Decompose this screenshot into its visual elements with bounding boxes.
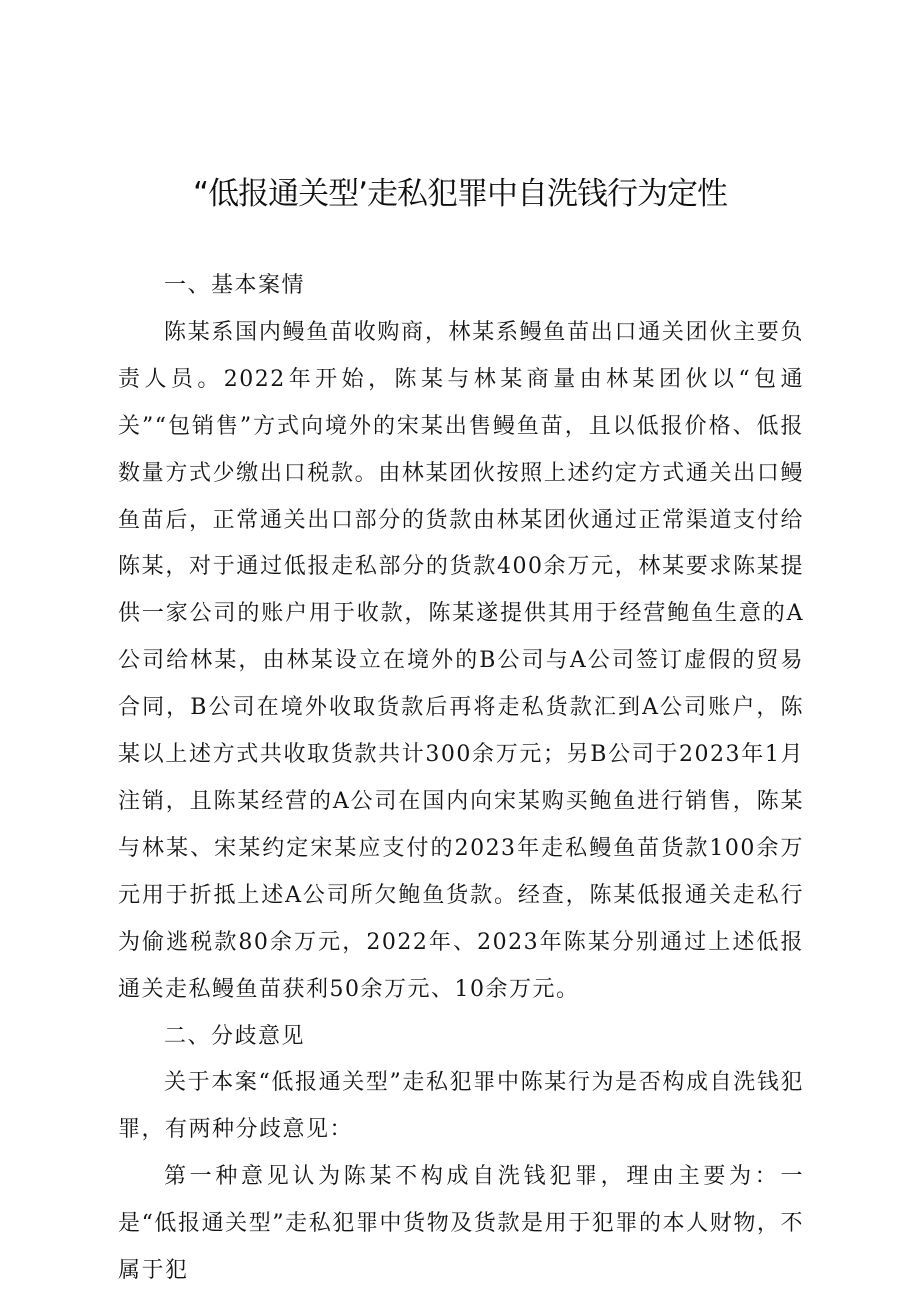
first-opinion-paragraph: 第一种意见认为陈某不构成自洗钱犯罪，理由主要为：一是“低报通关型”走私犯罪中货物及货款是用于犯罪的本人财物，不属于犯: [118, 1164, 804, 1284]
section-heading-disagreement: 二、分歧意见: [164, 1023, 306, 1049]
case-facts-paragraph: 陈某系国内鳗鱼苗收购商，林某系鳗鱼苗出口通关团伙主要负责人员。2022年开始，陈某与林某商量由林某团伙以“包通关”“包销售”方式向境外的宋某出售鳗鱼苗，且以低报价格、低报数量方式少缴出口税款。由林某团伙按照上述约定方式通关出口鳗鱼苗后，正常通关出口部分的货款由林某团伙通过正常渠道支付给陈某，对于通过低报走私部分的货款400余万元，林某要求陈某提供一家公司的账户用于收款，陈某遂提供其用于经营鲍鱼生意的A公司给林某，由林某设立在境外的B公司与A公司签订虚假的贸易合同，B公司在境外收取货款后再将走私货款汇到A公司账户，陈某以上述方式共收取货款共计300余万元；另B公司于2023年1月注销，且陈某经营的A公司在国内向宋某购买鲍鱼进行销售，陈某与林某、宋某约定宋某应支付的2023年走私鳗鱼苗货款100余万元用于折抵上述A公司所欠鲍鱼货款。经查，陈某低报通关走私行为偷逃税款80余万元，2022年、2023年陈某分别通过上述低报通关走私鳗鱼苗获利50余万元、10余万元。: [118, 319, 804, 1002]
document-title: “低报通关型’走私犯罪中自洗钱行为定性: [193, 176, 727, 212]
document-body: [118, 263, 804, 1295]
disagreement-intro-paragraph: 关于本案“低报通关型”走私犯罪中陈某行为是否构成自洗钱犯罪，有两种分歧意见：: [118, 1070, 804, 1143]
section-heading-basic-facts: 一、基本案情: [164, 273, 306, 298]
